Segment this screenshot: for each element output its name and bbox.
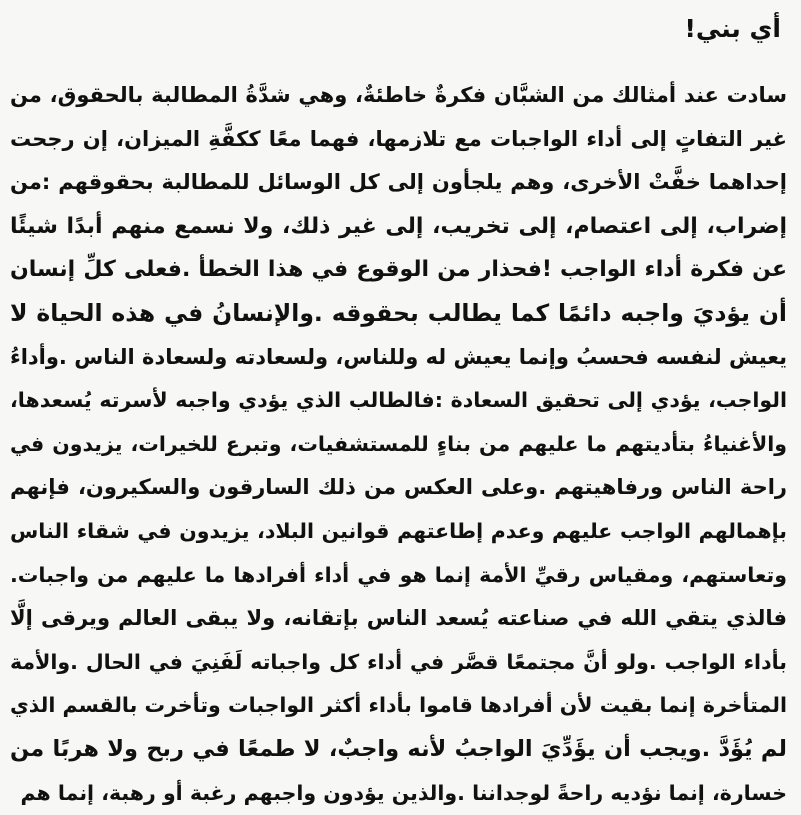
text-line: خسارة، إنما نؤديه راحةً لوجداننا .والذين يؤدون واجبهم رغبة أو رهبة، إنما هم [10, 772, 787, 815]
text-line: راحة الناس ورفاهيتهم .وعلى العكس من ذلك السارقون والسكيرون، فإنهم [10, 466, 787, 510]
text-line: إضراب، إلى اعتصام، إلى تخريب، إلى غير ذلك، ولا نسمع منهم أبدًا شيئًا [10, 205, 787, 249]
text-line: لم يُؤَدَّ .ويجب أن يؤَدِّيَ الواجبُ لأنه واجبٌ، لا طمعًا في ربح ولا هربًا من [10, 728, 787, 772]
text-line: فالذي يتقي الله في صناعته يُسعد الناس بإتقانه، ولا يبقى العالم ويرقى إلَّا [10, 597, 787, 641]
text-line: أن يؤديَ واجبه دائمًا كما يطالب بحقوقه .والإنسانُ في هذه الحياة لا [10, 292, 787, 336]
text-line: بإهمالهم الواجب عليهم وعدم إطاعتهم قوانين البلاد، يزيدون في شقاء الناس [10, 510, 787, 554]
text-line: غير التفاتٍ إلى أداء الواجبات مع تلازمها، فهما معًا ككفَّةِ الميزان، إن رجحت [10, 118, 787, 162]
text-line: إحداهما خفَّتْ الأخرى، وهم يلجأون إلى كل الوسائل للمطالبة بحقوقهم :من [10, 161, 787, 205]
text-line: عن فكرة أداء الواجب !فحذار من الوقوع في هذا الخطأ .فعلى كلِّ إنسان [10, 248, 787, 292]
body-text [10, 74, 787, 815]
salutation: أي بني! [10, 12, 781, 46]
text-line: وتعاستهم، ومقياس رقيِّ الأمة إنما هو في أداء أفرادها ما عليهم من واجبات. [10, 554, 787, 598]
text-line: والأغنياءُ بتأديتهم ما عليهم من بناءٍ للمستشفيات، وتبرع للخيرات، يزيدون في [10, 423, 787, 467]
text-line: بأداء الواجب .ولو أنَّ مجتمعًا قصَّر في أداء كل واجباته لَفَنِيَ في الحال .والأمة [10, 641, 787, 685]
text-line: الواجب، يؤدي إلى تحقيق السعادة :فالطالب الذي يؤدي واجبه لأسرته يُسعدها، [10, 379, 787, 423]
text-line: سادت عند أمثالك من الشبَّان فكرةٌ خاطئةٌ، وهي شدَّةُ المطالبة بالحقوق، من [10, 74, 787, 118]
text-line: المتأخرة إنما بقيت لأن أفرادها قاموا بأداء أكثر الواجبات وتأخرت بالقسم الذي [10, 684, 787, 728]
text-line: يعيش لنفسه فحسبُ وإنما يعيش له وللناس، ولسعادته ولسعادة الناس .وأداءُ [10, 336, 787, 380]
